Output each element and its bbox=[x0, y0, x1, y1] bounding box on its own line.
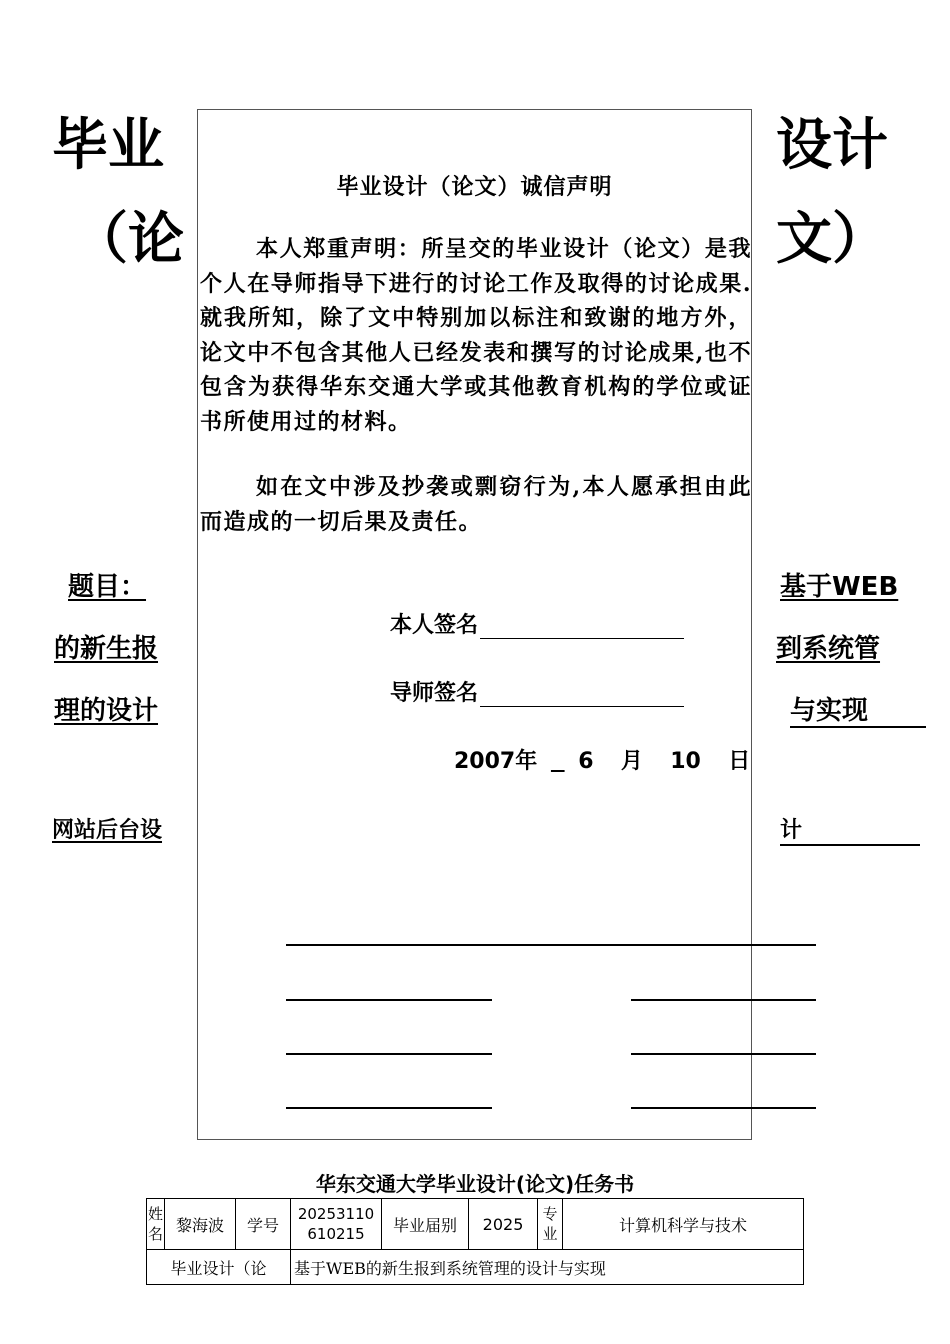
cover-title-right-1: 设计 bbox=[776, 113, 888, 178]
advisor-signature-row bbox=[390, 676, 684, 707]
topic-right-2: 到系统管 bbox=[776, 634, 881, 664]
declaration-paragraph-2: 如在文中涉及抄袭或剽窃行为,本人愿承担由此而造成的一切后果及责任。 bbox=[200, 474, 752, 535]
topic-left-label: 题目： bbox=[68, 572, 147, 602]
cover-info-line-3b bbox=[631, 1053, 816, 1055]
date-day: 10 bbox=[670, 749, 701, 774]
major-value: 计算机科学与技术 bbox=[619, 1215, 748, 1235]
date-month-blank bbox=[551, 749, 565, 774]
major-value-cell bbox=[563, 1199, 804, 1250]
topic-left-3: 理的设计 bbox=[54, 696, 159, 726]
date-year-unit: 年 bbox=[515, 749, 538, 774]
id-value-cell bbox=[291, 1199, 382, 1250]
cover-info-line-4b bbox=[631, 1107, 816, 1109]
thesis-value-cell bbox=[291, 1250, 804, 1285]
topic-right-4-text: 计 bbox=[780, 818, 803, 843]
topic-right-3-text: 与实现 bbox=[790, 696, 869, 726]
advisor-signature-line[interactable] bbox=[480, 682, 684, 707]
date-year: 2007 bbox=[454, 749, 516, 774]
id-label-cell bbox=[236, 1199, 291, 1250]
date-month: 6 bbox=[578, 749, 594, 774]
cover-info-line-2a bbox=[286, 999, 492, 1001]
name-label: 姓名 bbox=[148, 1205, 164, 1243]
self-signature-label: 本人签名 bbox=[390, 612, 479, 638]
date-day-unit: 日 bbox=[728, 749, 751, 774]
cover-info-line-2b bbox=[631, 999, 816, 1001]
cover-info-line-3a bbox=[286, 1053, 492, 1055]
declaration-box bbox=[197, 109, 752, 1140]
grad-value-cell bbox=[469, 1199, 538, 1250]
declaration-title: 毕业设计（论文）诚信声明 bbox=[336, 174, 613, 200]
grad-label-cell bbox=[382, 1199, 469, 1250]
topic-left-4: 网站后台设 bbox=[52, 818, 163, 843]
grad-label: 毕业届别 bbox=[393, 1215, 458, 1235]
thesis-value: 基于WEB的新生报到系统管理的设计与实现 bbox=[294, 1258, 606, 1278]
date-month-unit: 月 bbox=[620, 749, 643, 774]
topic-right-3 bbox=[790, 696, 926, 728]
cover-title-left-1: 毕业 bbox=[52, 113, 164, 178]
self-signature-row bbox=[390, 608, 684, 639]
cover-info-line-4a bbox=[286, 1107, 492, 1109]
cover-title-right-2: 文） bbox=[776, 207, 888, 272]
advisor-signature-label: 导师签名 bbox=[390, 680, 479, 706]
cover-title-left-2: （论 bbox=[72, 207, 184, 272]
thesis-label: 毕业设计（论 bbox=[170, 1258, 267, 1278]
thesis-label-cell bbox=[147, 1250, 291, 1285]
name-value: 黎海波 bbox=[176, 1215, 225, 1235]
id-label: 学号 bbox=[247, 1215, 280, 1235]
task-book-title: 华东交通大学毕业设计(论文)任务书 bbox=[315, 1172, 635, 1196]
topic-right-1: 基于WEB bbox=[780, 572, 899, 602]
major-label-cell bbox=[538, 1199, 563, 1250]
name-value-cell bbox=[165, 1199, 236, 1250]
self-signature-line[interactable] bbox=[480, 614, 684, 639]
grad-value: 2025 bbox=[482, 1214, 524, 1234]
topic-left-2: 的新生报 bbox=[54, 634, 159, 664]
major-label: 专业 bbox=[542, 1205, 558, 1243]
name-label-cell bbox=[147, 1199, 165, 1250]
declaration-paragraph-1: 本人郑重声明：所呈交的毕业设计（论文）是我个人在导师指导下进行的讨论工作及取得的讨论成果.就我所知，除了文中特别加以标注和致谢的地方外，论文中不包含其他人已经发表和撰写的讨论成果,也不包含为获得华东交通大学或其他教育机构的学位或证书所使用过的材料。 bbox=[200, 236, 752, 435]
id-value: 20253110610215 bbox=[297, 1205, 375, 1243]
cover-info-line-1 bbox=[286, 944, 816, 946]
declaration-date bbox=[454, 744, 750, 775]
task-info-table bbox=[146, 1198, 804, 1285]
topic-right-4 bbox=[780, 818, 920, 846]
